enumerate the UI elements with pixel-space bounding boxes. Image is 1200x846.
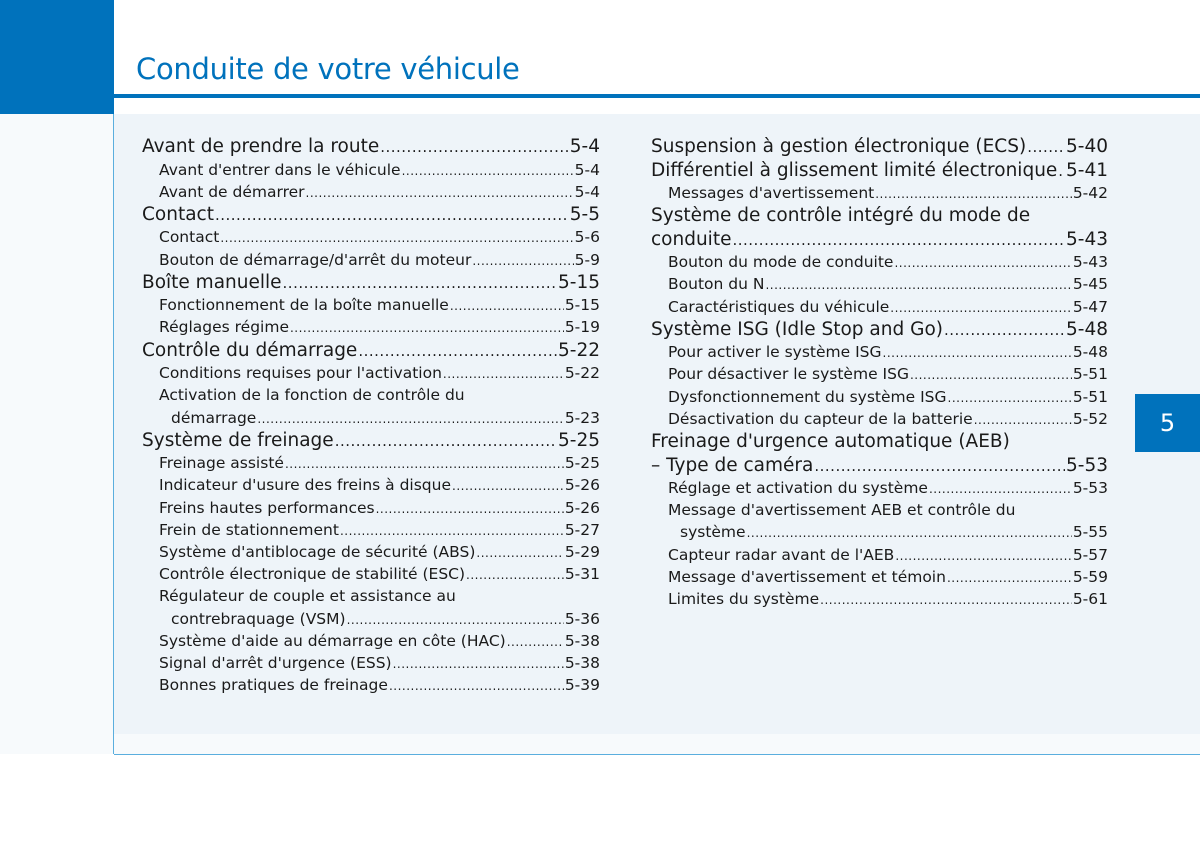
dot-leader (220, 226, 573, 249)
toc-entry-title: Freinage assisté (159, 454, 284, 473)
dot-leader (335, 429, 557, 454)
toc-section-entry[interactable] (142, 339, 600, 363)
toc-subsection-entry[interactable] (142, 519, 600, 541)
dot-leader (929, 477, 1072, 500)
toc-subsection-entry[interactable] (651, 182, 1108, 204)
toc-entry-first-line: Régulateur de couple et assistance au (159, 587, 456, 606)
toc-entry-page-number: 5-51 (1072, 387, 1108, 406)
toc-entry-title: Caractéristiques du véhicule (668, 297, 890, 316)
toc-entry-title: Conditions requises pour l'activation (159, 364, 442, 383)
toc-entry-title: Dysfonctionnement du système ISG (668, 387, 947, 406)
toc-section-entry[interactable] (651, 454, 1108, 478)
toc-entry-title: Pour désactiver le système ISG (668, 365, 909, 384)
toc-entry-title: Contact (142, 203, 214, 225)
toc-entry-page-number: 5-40 (1066, 136, 1108, 157)
toc-entry-page-number: 5-4 (574, 182, 600, 201)
panel-frame-vertical (113, 114, 114, 754)
dot-leader (944, 318, 1065, 343)
toc-entry-first-line: Activation de la fonction de contrôle du (159, 386, 465, 405)
toc-entry-page-number: 5-9 (574, 250, 600, 269)
toc-entry-title: conduite (651, 228, 732, 250)
toc-entry-page-number: 5-5 (569, 203, 600, 225)
toc-entry-page-number: 5-47 (1072, 297, 1108, 316)
toc-entry-page-number: 5-25 (558, 429, 600, 451)
toc-entry-page-number: 5-59 (1072, 567, 1108, 586)
toc-subsection-entry[interactable] (651, 296, 1108, 318)
toc-entry-title: démarrage (171, 408, 257, 427)
dot-leader (895, 544, 1072, 567)
toc-entry-page-number: 5-55 (1072, 523, 1108, 542)
toc-entry-title: Différentiel à glissement limité électronique (651, 159, 1058, 181)
toc-entry-title: Avant de prendre la route (142, 136, 380, 157)
toc-entry-page-number: 5-43 (1066, 228, 1108, 250)
dot-leader (389, 674, 564, 697)
dot-leader (257, 407, 563, 430)
toc-entry-title: Bouton du mode de conduite (668, 253, 894, 272)
toc-subsection-entry[interactable] (651, 273, 1108, 295)
toc-entry-page-number: 5-25 (564, 454, 600, 473)
toc-entry-page-number: 5-61 (1072, 589, 1108, 608)
toc-section-entry[interactable] (651, 159, 1108, 183)
dot-leader (285, 452, 564, 475)
toc-subsection-entry[interactable] (142, 362, 600, 384)
dot-leader (747, 521, 1072, 544)
dot-leader (450, 294, 564, 317)
toc-entry-page-number: 5-26 (564, 498, 600, 517)
dot-leader (358, 339, 557, 364)
toc-entry-title: – Type de caméra (651, 454, 814, 476)
toc-subsection-entry[interactable] (651, 544, 1108, 566)
dot-leader (347, 608, 564, 631)
toc-entry-title: Bouton de démarrage/d'arrêt du moteur (159, 250, 472, 269)
toc-entry-title: Réglage et activation du système (668, 479, 928, 497)
toc-entry-page-number: 5-39 (564, 676, 600, 695)
dot-leader (472, 249, 573, 272)
toc-subsection-entry[interactable] (142, 226, 600, 248)
dot-leader (1027, 135, 1065, 160)
toc-left-column (142, 135, 600, 696)
toc-subsection-entry[interactable] (142, 159, 600, 181)
toc-entry-title: système (680, 523, 746, 542)
dot-leader (393, 652, 564, 675)
dot-leader (306, 181, 574, 204)
toc-subsection-entry[interactable] (142, 674, 600, 696)
toc-entry-title: Avant d'entrer dans le véhicule (159, 160, 401, 179)
page-title: Conduite de votre véhicule (136, 52, 520, 86)
toc-subsection-entry[interactable] (651, 408, 1108, 430)
toc-subsection-entry[interactable] (142, 497, 600, 519)
toc-entry-page-number: 5-48 (1072, 343, 1108, 362)
toc-entry-first-line: Système de contrôle intégré du mode de (651, 205, 1031, 227)
toc-section-entry[interactable] (651, 135, 1108, 159)
toc-subsection-entry[interactable] (142, 563, 600, 585)
toc-entry-title: Freins hautes performances (159, 498, 375, 517)
toc-entry-title: Limites du système (668, 589, 820, 608)
dot-leader (380, 135, 569, 160)
dot-leader (947, 566, 1072, 589)
dot-leader (376, 497, 564, 520)
dot-leader (290, 316, 564, 339)
toc-entry-page-number: 5-48 (1066, 318, 1108, 340)
dot-leader (283, 271, 557, 296)
toc-entry-title: contrebraquage (VSM) (171, 609, 346, 628)
toc-entry-page-number: 5-43 (1072, 253, 1108, 272)
dot-leader (948, 386, 1072, 409)
dot-leader (875, 182, 1072, 205)
toc-subsection-entry[interactable] (142, 541, 600, 563)
toc-entry-first-line: Message d'avertissement AEB et contrôle du (668, 501, 1016, 520)
toc-subsection-entry[interactable] (651, 477, 1108, 499)
dot-leader (910, 363, 1072, 386)
toc-entry-page-number: 5-6 (574, 228, 600, 247)
toc-entry-page-number: 5-51 (1072, 365, 1108, 384)
dot-leader (507, 630, 564, 653)
bottom-band (0, 734, 1200, 754)
toc-entry-title: Système d'antiblocage de sécurité (ABS) (159, 542, 476, 561)
toc-entry-title: Bouton du N (668, 275, 765, 294)
toc-entry-page-number: 5-41 (1066, 159, 1108, 181)
toc-subsection-entry[interactable] (142, 452, 600, 474)
toc-right-column (651, 135, 1108, 610)
toc-entry-page-number: 5-19 (564, 318, 600, 337)
toc-entry-title: Contrôle électronique de stabilité (ESC) (159, 565, 466, 584)
toc-entry-page-number: 5-38 (564, 631, 600, 650)
dot-leader (883, 341, 1072, 364)
toc-subsection-entry[interactable] (651, 341, 1108, 363)
toc-entry-title: Système d'aide au démarrage en côte (HAC) (159, 631, 506, 650)
toc-subsection-entry[interactable] (651, 386, 1108, 408)
toc-entry-page-number: 5-4 (574, 160, 600, 179)
dot-leader (894, 251, 1071, 274)
toc-entry-title: Frein de stationnement (159, 520, 339, 539)
toc-section-entry[interactable] (651, 228, 1108, 252)
toc-entry-page-number: 5-22 (564, 364, 600, 383)
toc-entry-page-number: 5-23 (564, 408, 600, 427)
toc-entry-page-number: 5-31 (564, 565, 600, 584)
toc-subsection-entry[interactable] (142, 181, 600, 203)
dot-leader (820, 588, 1072, 611)
toc-entry-title: Boîte manuelle (142, 271, 282, 293)
toc-entry-title: Désactivation du capteur de la batterie (668, 409, 973, 428)
toc-section-entry[interactable] (142, 429, 600, 453)
toc-subsection-entry[interactable] (651, 566, 1108, 588)
dot-leader (452, 474, 564, 497)
toc-entry-title: Contrôle du démarrage (142, 339, 358, 361)
toc-entry-title: Réglages régime (159, 318, 289, 337)
toc-entry-page-number: 5-36 (564, 609, 600, 628)
dot-leader (1058, 159, 1065, 184)
toc-subsection-entry[interactable] (142, 652, 600, 674)
toc-entry-title: Messages d'avertissement (668, 184, 875, 202)
toc-entry-title: Système de freinage (142, 429, 334, 451)
toc-section-entry[interactable] (142, 135, 600, 159)
toc-subsection-entry[interactable] (142, 407, 600, 429)
toc-entry-title: Indicateur d'usure des freins à disque (159, 476, 451, 495)
dot-leader (732, 228, 1065, 253)
toc-entry-page-number: 5-57 (1072, 545, 1108, 564)
dot-leader (402, 159, 574, 182)
toc-entry-title: Contact (159, 228, 220, 247)
toc-entry-page-number: 5-22 (558, 339, 600, 361)
toc-entry-title: Avant de démarrer (159, 182, 305, 201)
toc-entry-title: Fonctionnement de la boîte manuelle (159, 296, 449, 315)
toc-section-entry[interactable] (142, 271, 600, 295)
chapter-tab[interactable]: 5 (1135, 394, 1200, 452)
toc-entry-title: Message d'avertissement et témoin (668, 567, 946, 586)
toc-entry-first-line: Freinage d'urgence automatique (AEB) (651, 431, 1010, 452)
dot-leader (974, 408, 1072, 431)
toc-entry-page-number: 5-26 (564, 476, 600, 495)
dot-leader (765, 273, 1071, 296)
toc-entry-page-number: 5-42 (1072, 184, 1108, 202)
toc-entry-page-number: 5-38 (564, 653, 600, 672)
toc-section-entry[interactable] (142, 203, 600, 227)
toc-entry-page-number: 5-15 (564, 296, 600, 315)
dot-leader (466, 563, 564, 586)
toc-subsection-entry[interactable] (142, 249, 600, 271)
toc-subsection-entry[interactable] (651, 521, 1108, 543)
toc-entry-page-number: 5-52 (1072, 409, 1108, 428)
dot-leader (476, 541, 563, 564)
toc-subsection-entry[interactable] (142, 630, 600, 652)
dot-leader (814, 454, 1065, 479)
toc-entry-page-number: 5-4 (569, 136, 600, 157)
header-rule (114, 94, 1200, 98)
dot-leader (890, 296, 1072, 319)
toc-entry-title: Suspension à gestion électronique (ECS) (651, 136, 1027, 157)
toc-entry-page-number: 5-27 (564, 520, 600, 539)
toc-subsection-entry[interactable] (651, 363, 1108, 385)
toc-entry-page-number: 5-15 (558, 271, 600, 293)
toc-subsection-entry[interactable] (142, 608, 600, 630)
dot-leader (340, 519, 564, 542)
toc-entry-title: Signal d'arrêt d'urgence (ESS) (159, 653, 392, 672)
toc-subsection-entry[interactable] (651, 588, 1108, 610)
toc-entry-page-number: 5-53 (1072, 479, 1108, 497)
panel-frame-horizontal (114, 754, 1200, 755)
toc-entry-title: Pour activer le système ISG (668, 343, 882, 362)
toc-subsection-entry[interactable] (142, 316, 600, 338)
toc-entry-title: Bonnes pratiques de freinage (159, 676, 388, 695)
dot-leader (443, 362, 564, 385)
toc-entry-page-number: 5-29 (564, 542, 600, 561)
dot-leader (215, 203, 569, 228)
toc-subsection-entry[interactable] (651, 251, 1108, 273)
left-margin-band (0, 114, 113, 734)
toc-entry-page-number: 5-53 (1066, 454, 1108, 476)
toc-subsection-entry[interactable] (142, 294, 600, 316)
chapter-corner-block (0, 0, 114, 114)
toc-entry-page-number: 5-45 (1072, 275, 1108, 294)
toc-entry-title: Système ISG (Idle Stop and Go) (651, 318, 943, 340)
toc-section-entry[interactable] (651, 318, 1108, 342)
toc-subsection-entry[interactable] (142, 474, 600, 496)
toc-entry-title: Capteur radar avant de l'AEB (668, 545, 895, 564)
